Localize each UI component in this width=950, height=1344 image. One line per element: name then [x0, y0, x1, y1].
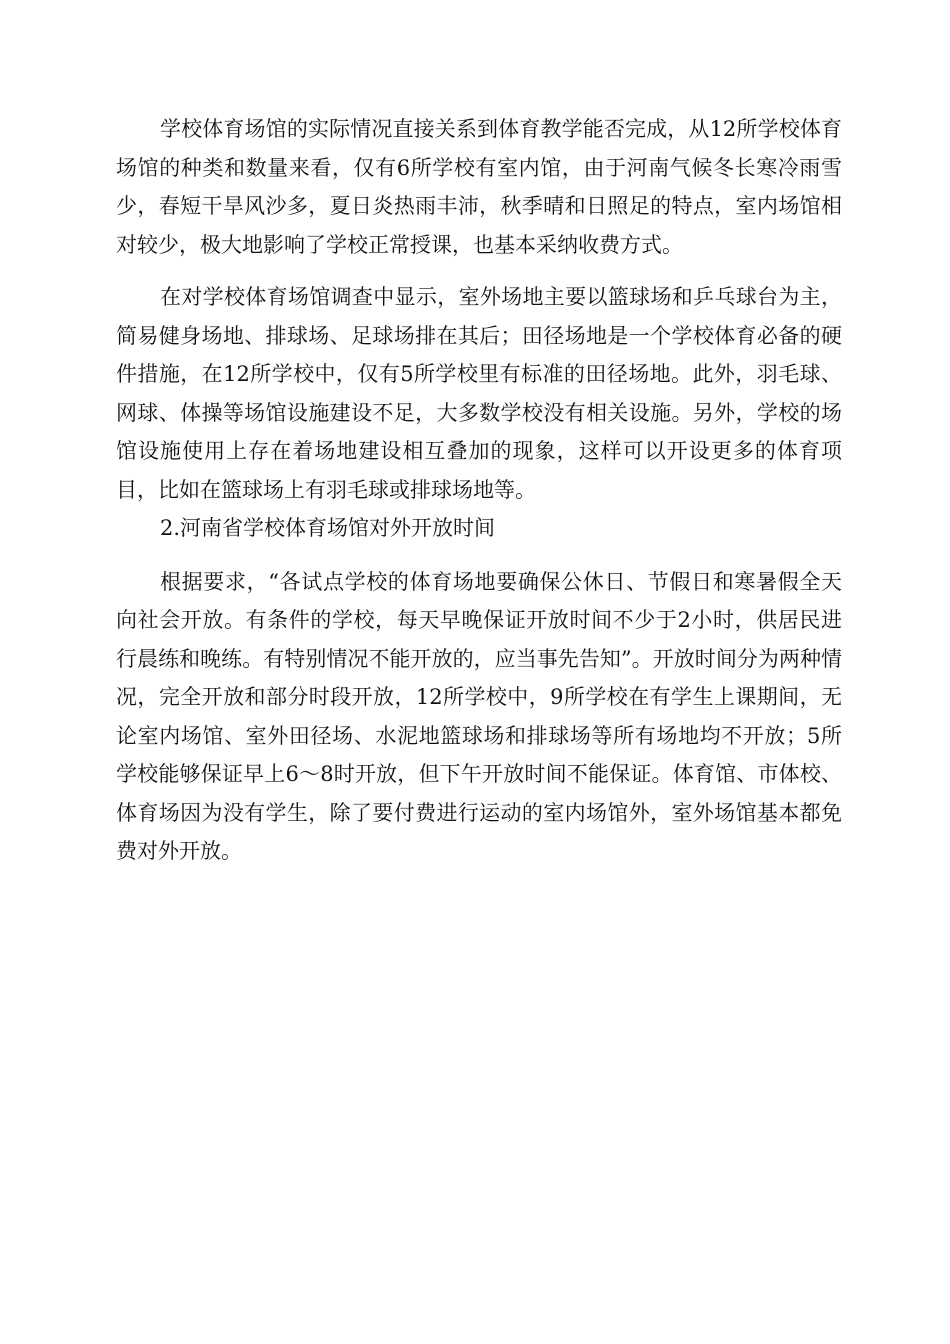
section-heading: 2.河南省学校体育场馆对外开放时间: [160, 516, 496, 540]
document-body: [116, 110, 842, 871]
paragraph-opening-hours: 根据要求，“各试点学校的体育场地要确保公休日、节假日和寒暑假全天向社会开放。有条件的学校，每天早晚保证开放时间不少于2小时，供居民进行晨练和晚练。有特别情况不能开放的，应当事先告知”。开放时间分为两种情况，完全开放和部分时段开放，12所学校中，9所学校在有学生上课期间，无论室内场馆、室外田径场、水泥地篮球场和排球场等所有场地均不开放；5所学校能够保证早上6～8时开放，但下午开放时间不能保证。体育馆、市体校、体育场因为没有学生，除了要付费进行运动的室内场馆外，室外场馆基本都免费对外开放。: [116, 569, 842, 863]
paragraph-facility-types: 学校体育场馆的实际情况直接关系到体育教学能否完成，从12所学校体育场馆的种类和数量来看，仅有6所学校有室内馆，由于河南气候冬长寒冷雨雪少，春短干旱风沙多，夏日炎热雨丰沛，秋季晴和日照足的特点，室内场馆相对较少，极大地影响了学校正常授课，也基本采纳收费方式。: [116, 117, 842, 257]
paragraph-outdoor-facilities: 在对学校体育场馆调查中显示，室外场地主要以篮球场和乒乓球台为主，简易健身场地、排球场、足球场排在其后；田径场地是一个学校体育必备的硬件措施，在12所学校中，仅有5所学校里有标准的田径场地。此外，羽毛球、网球、体操等场馆设施建设不足，大多数学校没有相关设施。另外，学校的场馆设施使用上存在着场地建设相互叠加的现象，这样可以开设更多的体育项目，比如在篮球场上有羽毛球或排球场地等。: [116, 285, 842, 502]
